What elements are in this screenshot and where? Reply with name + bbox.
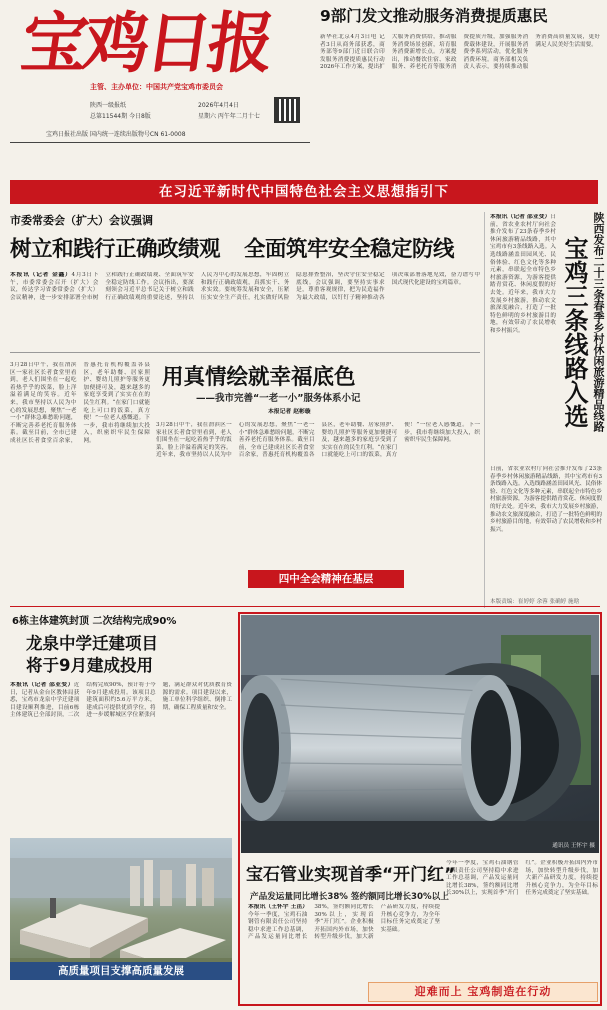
bottom-story-text: 今年一季度，宝鸡石油钢管有限责任公司坚持稳中求进工作总基调，产品发运量同比增长38%，签约额同比增长30%以上，实现首季“开门红”。企业积极开拓国内外市场，加快转型升级步伐，加大新产品研发力度，持续提升核心竞争力，为全年目标任务完成奠定了坚实基础。 bbox=[248, 904, 440, 941]
lead-byline: 本报讯（记者 金鑫） bbox=[10, 272, 72, 278]
lead-body bbox=[10, 272, 480, 344]
top-story-title: 9部门发文推动服务消费提质惠民 bbox=[320, 7, 548, 25]
left-story-body bbox=[10, 682, 232, 832]
school-photo-caption: 高质量项目支撑高质量发展 bbox=[10, 962, 232, 980]
lead-headline-a: 树立和践行正确政绩观 bbox=[10, 237, 221, 262]
issue-number: 总第11544期 今日8版 bbox=[90, 113, 151, 120]
top-story-body: 新华社北京4月3日电 记者3日从商务部获悉，商务部等9部门近日联合印发服务消费提质惠民行动2026年工作方案，提出扩大服务消费供给，推动服务消费场景创新，培育服务消费新增长点。方案提出，推动餐饮住宿、家政服务、养老托育等服务消费提质升级，加强服务消费载体建设，开展服务消费季系列活动，优化服务消费环境。商务部相关负责人表示，要持续推动服务消费高质量发展，更好满足人民美好生活需要。 bbox=[320, 34, 600, 71]
bottom-story-body bbox=[248, 904, 440, 976]
feature-body-left: 3月28日中午，我在渭滨区一家社区长者食堂里看到，老人们围坐在一起吃着热乎乎的饭菜，脸上洋溢着满足的笑容。近年来，我市坚持以人民为中心的发展思想，聚焦“一老一小”群体急难愁盼问题，不断完善养老托育服务体系。截至目前，全市已建成社区长者食堂百余家，普惠托育机构覆盖各县区，老年助餐、居家照护、婴幼儿照护等服务更加便捷可及，越来越多的家庭享受到了实实在在的民生红利。“在家门口就能吃上可口的饭菜，真方便！”一位老人感慨道。下一步，我市将继续加大投入，织密织牢民生保障网。 bbox=[10, 362, 150, 444]
campaign-text: 迎难而上 宝鸡制造在行动 bbox=[414, 985, 552, 998]
lunar-date: 星期六 丙午年二月十七 bbox=[198, 113, 260, 120]
pipe-photo bbox=[241, 615, 599, 853]
campaign-banner bbox=[368, 982, 598, 1002]
right-story-editor: 本版责编：崔婷婷 余蓉 张确婷 施晗 bbox=[490, 599, 580, 605]
sponsor-line: 主管、主办单位：中国共产党宝鸡市委员会 bbox=[90, 83, 223, 91]
feature-subhead: ——我市完善“一老一小”服务体系小记 bbox=[196, 393, 361, 404]
bottom-story-subhead: 产品发运量同比增长38% 签约额同比增长30%以上 bbox=[250, 892, 449, 902]
banner-text: 在习近平新时代中国特色社会主义思想指引下 bbox=[159, 184, 449, 200]
school-photo bbox=[10, 838, 232, 980]
school-photo-drawing bbox=[10, 838, 232, 980]
feature-headline: 用真情绘就幸福底色 bbox=[162, 365, 356, 390]
issue-date: 2026年4月4日 bbox=[198, 102, 239, 109]
lead-headline-b: 全面筑牢安全稳定防线 bbox=[244, 237, 455, 262]
qr-code bbox=[274, 97, 300, 123]
bottom-story-headline: 宝石管业实现首季“开门红” bbox=[246, 865, 456, 885]
cn-code: 陕西一级报纸 bbox=[90, 102, 127, 109]
left-story-text: 近日，记者从金台区教体局获悉，宝鸡市龙泉中学迁建项目建设顺利推进，目前6栋主体建筑已全部封顶，二次结构完成90%，预计将于今年9月建成投用。该项目总建筑面积约5.6万平方米，建成后可提供优质学位，将进一步缓解城区学位紧张问题，满足群众对优质教育资源的需求。项目建设以来，施工单位科学组织、倒排工期，确保工程质量和安全。 bbox=[10, 682, 232, 719]
top-story bbox=[320, 4, 600, 144]
masthead-logo: 宝鸡日报 bbox=[16, 4, 276, 82]
right-story-headline: 宝鸡三条线路入选 bbox=[560, 236, 588, 428]
feature-byline: 本报记者 赵彬璇 bbox=[268, 409, 311, 415]
bottom-story-body-right: 今年一季度，宝鸡石油钢管有限责任公司坚持稳中求进工作总基调，产品发运量同比增长38%，签约额同比增长30%以上，实现首季“开门红”。企业积极开拓国内外市场，加快转型升级步伐，加大新产品研发力度，持续提升核心竞争力，为全年目标任务完成奠定了坚实基础。 bbox=[446, 860, 598, 897]
pipe-photo-drawing bbox=[241, 615, 599, 853]
right-story-body-bottom: 日前，省农业农村厅向社会推介发布了23条春季乡村休闲旅游精品线路，其中宝鸡市有3条线路入选。入选线路涵盖田园风光、民俗体验、红色文化等多种元素，串联起全市特色乡村旅游资源，为游客提供踏青赏花、休闲度假的好去处。近年来，我市大力发展乡村旅游，推动农文旅深度融合，打造了一批特色鲜明的乡村旅游目的地，有效带动了农民增收和乡村振兴。 bbox=[490, 466, 602, 533]
right-story-text: 日前，省农业农村厅向社会推介发布了23条春季乡村休闲旅游精品线路，其中宝鸡市有3条线路入选。入选线路涵盖田园风光、民俗体验、红色文化等多种元素，串联起全市特色乡村旅游资源，为游客提供踏青赏花、休闲度假的好去处。近年来，我市大力发展乡村旅游，推动农文旅深度融合，打造了一批特色鲜明的乡村旅游目的地，有效带动了农民增收和乡村振兴。 bbox=[490, 214, 556, 334]
lead-text: 4月3日下午，市委常委会召开（扩大）会议，传达学习省委常委会（扩大）会议精神，进一步安排部署全市树立和践行正确政绩观、全面筑牢安全稳定防线工作。会议指出，要深刻领会习近平总书记关于树立和践行正确政绩观的重要论述，坚持以人民为中心的发展思想，牢固树立和践行正确政绩观，真抓实干、务求实效。要统筹发展和安全，压紧压实安全生产责任，扎实做好风险隐患排查整治，坚决守住安全稳定底线。会议强调，要坚持实事求是，尊重客观规律，把为民造福作为最大政绩，以钉钉子精神推动各项决策部署落地见效，奋力谱写中国式现代化建设的宝鸡篇章。 bbox=[10, 272, 480, 301]
pipe-photo-credit: 通讯员 王怀宇 摄 bbox=[552, 843, 595, 849]
left-story-headline-b: 将于9月建成投用 bbox=[26, 656, 153, 675]
publisher-line: 宝鸡日报社出版 国内统一连续出版物号CN 61-0008 bbox=[46, 131, 186, 138]
left-story-kicker: 6栋主体建筑封顶 二次结构完成90% bbox=[12, 616, 177, 627]
right-story-body-top bbox=[490, 214, 556, 462]
feature-tagline-text: 四中全会精神在基层 bbox=[278, 573, 374, 585]
feature-body-main: 3月28日中午，我在渭滨区一家社区长者食堂里看到，老人们围坐在一起吃着热乎乎的饭菜，脸上洋溢着满足的笑容。近年来，我市坚持以人民为中心的发展思想，聚焦“一老一小”群体急难愁盼问题，不断完善养老托育服务体系。截至目前，全市已建成社区长者食堂百余家，普惠托育机构覆盖各县区，老年助餐、居家照护、婴幼儿照护等服务更加便捷可及，越来越多的家庭享受到了实实在在的民生红利。“在家门口就能吃上可口的饭菜，真方便！”一位老人感慨道。下一步，我市将继续加大投入，织密织牢民生保障网。 bbox=[156, 422, 480, 459]
right-story-byline: 本报讯（记者 邵亚变） bbox=[490, 214, 551, 220]
banner bbox=[10, 180, 598, 204]
left-story-headline-a: 龙泉中学迁建项目 bbox=[26, 634, 158, 653]
feature-tagline bbox=[248, 570, 404, 588]
left-story-byline: 本报讯（记者 邵亚变） bbox=[10, 682, 74, 688]
lead-kicker: 市委常委会（扩大）会议强调 bbox=[10, 214, 153, 227]
bottom-story-byline: 本报讯（王怀宇 王茁） bbox=[248, 904, 308, 910]
right-story-region: 陕西发布二十三条春季乡村休闲旅游精品线路 bbox=[592, 212, 605, 432]
